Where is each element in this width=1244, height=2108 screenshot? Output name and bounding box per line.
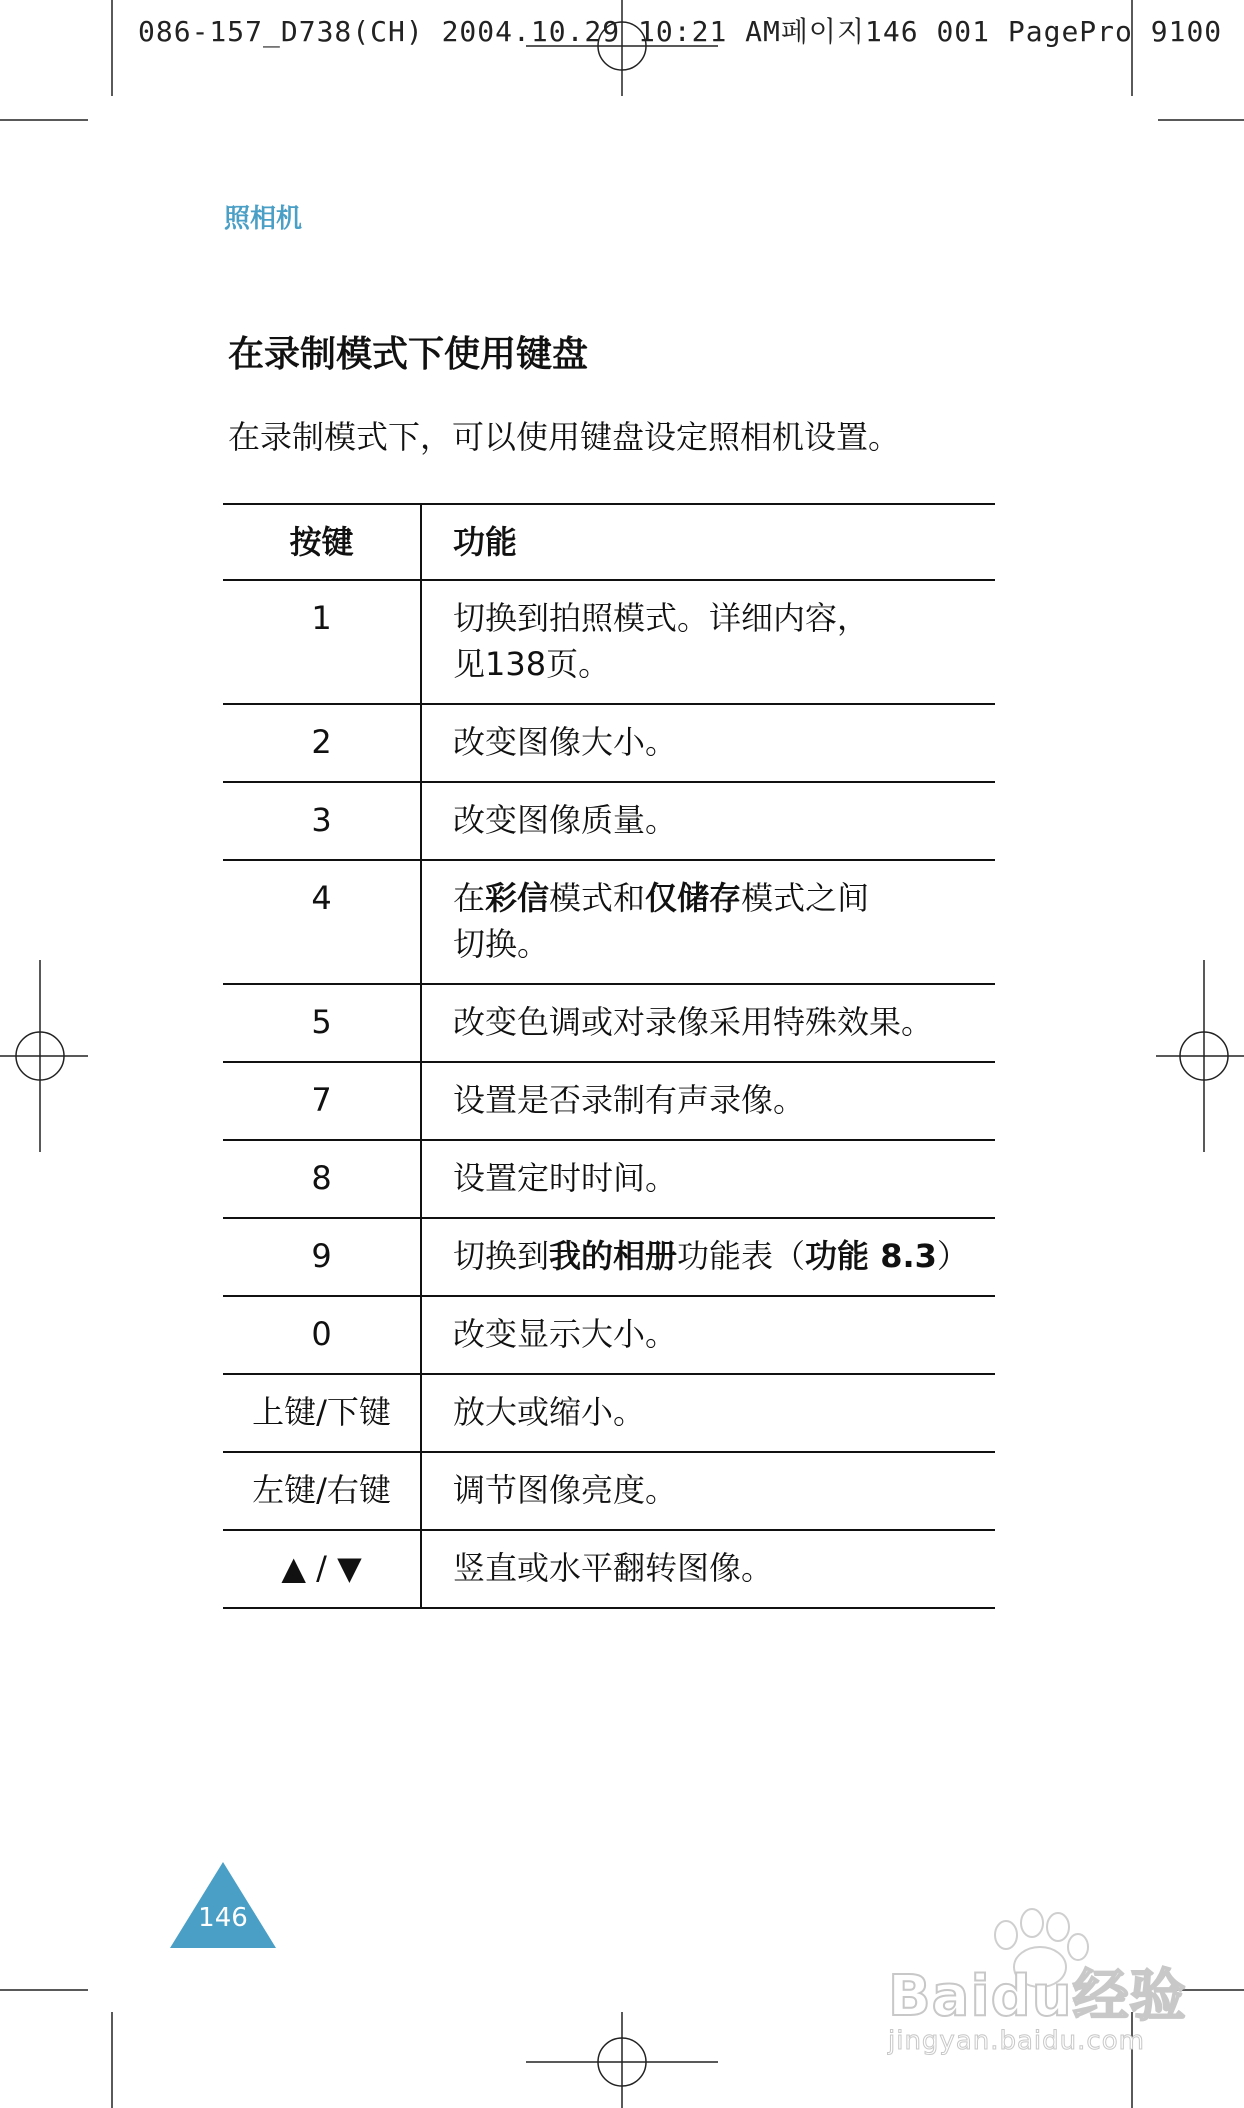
function-text: 在 <box>453 879 486 917</box>
key-cell: 4 <box>223 860 421 984</box>
key-cell: 5 <box>223 984 421 1062</box>
function-text: ） <box>936 1237 969 1275</box>
page-number: 146 <box>198 1903 248 1933</box>
watermark-url: jingyan.baidu.com <box>888 2026 1145 2056</box>
table-row <box>223 1296 995 1374</box>
table-row <box>223 782 995 860</box>
print-slug-header: 086-157_D738(CH) 2004.10.29 10:21 AM페이지146 001 PagePro 9100 <box>138 15 1223 48</box>
section-label: 照相机 <box>224 204 303 234</box>
table-row <box>223 1374 995 1452</box>
intro-paragraph: 在录制模式下，可以使用键盘设定照相机设置。 <box>228 418 901 456</box>
function-cell <box>421 860 995 984</box>
function-cell: 改变图像质量。 <box>421 782 995 860</box>
function-cell: 改变图像大小。 <box>421 704 995 782</box>
function-cell: 设置定时时间。 <box>421 1140 995 1218</box>
key-cell: 左键/右键 <box>223 1452 421 1530</box>
function-text: 切换。 <box>453 925 550 963</box>
table-row <box>223 580 995 704</box>
function-text: 模式和 <box>549 879 646 917</box>
mode-name-save-only: 仅储存 <box>645 879 742 917</box>
function-cell: 放大或缩小。 <box>421 1374 995 1452</box>
key-cell: ▲ / ▼ <box>223 1530 421 1608</box>
function-cell: 调节图像亮度。 <box>421 1452 995 1530</box>
key-cell: 8 <box>223 1140 421 1218</box>
table-row <box>223 1218 995 1296</box>
key-cell: 9 <box>223 1218 421 1296</box>
menu-number: 功能 8.3 <box>805 1237 937 1275</box>
key-cell: 3 <box>223 782 421 860</box>
function-text: 切换到 <box>453 1237 550 1275</box>
function-cell <box>421 1218 995 1296</box>
table-row <box>223 704 995 782</box>
table-row <box>223 984 995 1062</box>
table-header-row <box>223 504 995 580</box>
key-cell: 2 <box>223 704 421 782</box>
function-cell: 改变色调或对录像采用特殊效果。 <box>421 984 995 1062</box>
function-cell <box>421 580 995 704</box>
function-text: 切换到拍照模式。详细内容， <box>453 599 870 637</box>
key-cell: 7 <box>223 1062 421 1140</box>
table-row <box>223 1530 995 1608</box>
table-row <box>223 860 995 984</box>
menu-name-my-album: 我的相册 <box>549 1237 678 1275</box>
table-row <box>223 1062 995 1140</box>
function-cell: 改变显示大小。 <box>421 1296 995 1374</box>
function-text: 见138页。 <box>453 645 611 683</box>
function-cell: 设置是否录制有声录像。 <box>421 1062 995 1140</box>
key-cell: 上键/下键 <box>223 1374 421 1452</box>
function-cell: 竖直或水平翻转图像。 <box>421 1530 995 1608</box>
page-heading: 在录制模式下使用键盘 <box>228 334 589 375</box>
header-key: 按键 <box>223 504 421 580</box>
key-cell: 0 <box>223 1296 421 1374</box>
key-cell: 1 <box>223 580 421 704</box>
header-function: 功能 <box>421 504 995 580</box>
key-function-table <box>223 503 995 1609</box>
mode-name-mms: 彩信 <box>485 879 550 917</box>
table-row <box>223 1140 995 1218</box>
function-text: 功能表（ <box>677 1237 806 1275</box>
watermark-logo-text: Baidu经验 <box>888 1964 1187 2029</box>
function-text: 模式之间 <box>741 879 870 917</box>
table-row <box>223 1452 995 1530</box>
